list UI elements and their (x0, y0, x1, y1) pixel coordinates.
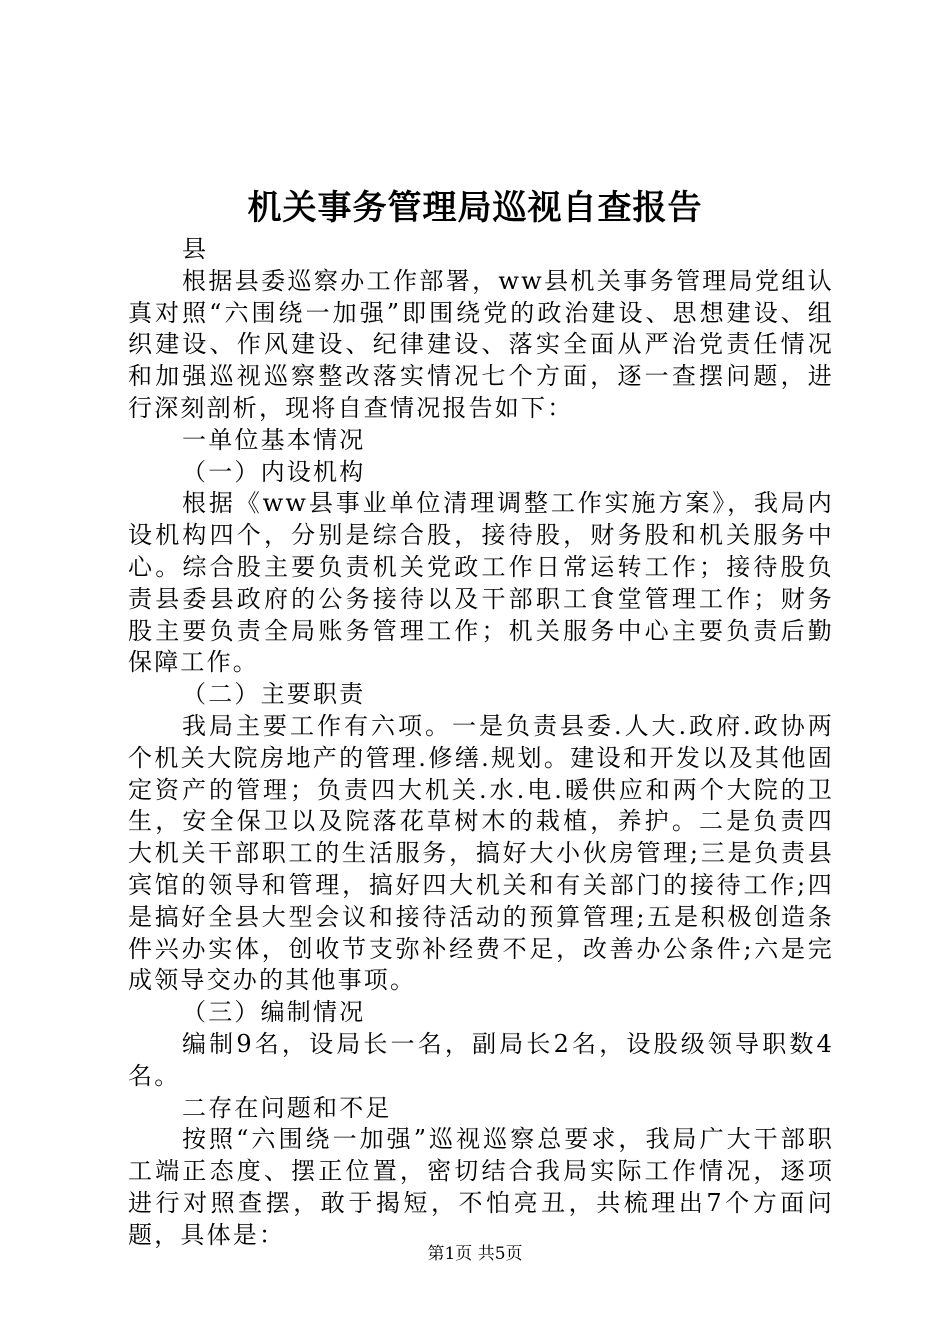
body-paragraph: 我局主要工作有六项。一是负责县委.人大.政府.政协两个机关大院房地产的管理.修缮.规划。建设和开发以及其他固定资产的管理；负责四大机关.水.电.暖供应和两个大院的卫生，安全保卫以及院落花草树木的栽植，养护。二是负责四大机关干部职工的生活服务，搞好大小伙房管理;三是负责县宾馆的领导和管理，搞好四大机关和有关部门的接待工作;四是搞好全县大型会议和接待活动的预算管理;五是积极创造条件兴办实体，创收节支弥补经费不足，改善办公条件;六是完成领导交办的其他事项。 (128, 711, 834, 995)
page-number-footer: 第1页 共5页 (427, 1244, 523, 1264)
document-title: 机关事务管理局巡视自查报告 (247, 188, 703, 228)
body-paragraph: 根据《ww县事业单位清理调整工作实施方案》，我局内设机构四个，分别是综合股，接待股，财务股和机关服务中心。综合股主要负责机关党政工作日常运转工作；接待股负责县委县政府的公务接待以及干部职工食堂管理工作；财务股主要负责全局账务管理工作；机关服务中心主要负责后勤保障工作。 (128, 489, 834, 677)
subsection-heading-2: （二）主要职责 (182, 680, 366, 709)
subsection-heading-1: （一）内设机构 (182, 457, 366, 486)
document-body (128, 234, 834, 1252)
salutation: 县 (182, 235, 209, 263)
body-paragraph: 按照“六围绕一加强”巡视巡察总要求，我局广大干部职工端正态度、摆正位置，密切结合我局实际工作情况，逐项进行对照查摆，敢于揭短，不怕亮丑，共梳理出7个方面问题，具体是： (128, 1125, 834, 1249)
body-paragraph: 编制9名，设局长一名，副局长2名，设股级领导职数4名。 (128, 1029, 834, 1090)
section-heading-2: 二存在问题和不足 (182, 1093, 392, 1122)
intro-paragraph: 根据县委巡察办工作部署，ww县机关事务管理局党组认真对照“六围绕一加强”即围绕党的政治建设、思想建设、组织建设、作风建设、纪律建设、落实全面从严治党责任情况和加强巡视巡察整改落实情况七个方面，逐一查摆问题，进行深刻剖析，现将自查情况报告如下： (128, 266, 834, 422)
subsection-heading-3: （三）编制情况 (182, 998, 366, 1027)
section-heading-1: 一单位基本情况 (182, 425, 366, 454)
